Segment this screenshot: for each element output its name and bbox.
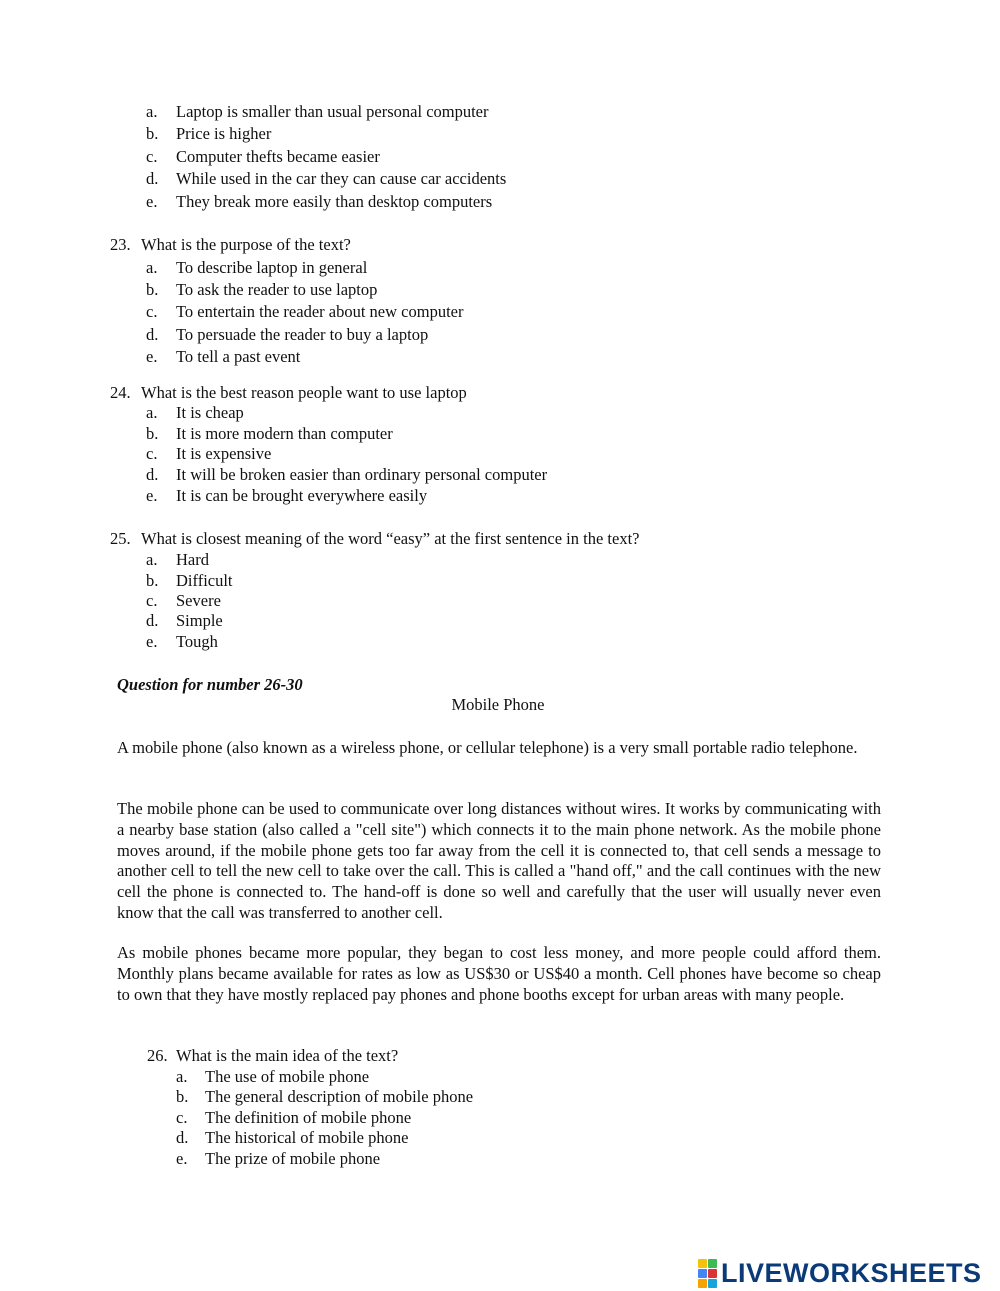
passage-paragraph-3: As mobile phones became more popular, they began to cost less money, and more people could afford them. Monthly plans became available for rates as low as US$30 or US$40 a month. Cell phones have become so cheap to own that they have mostly replaced pay phones and phone booths except for urban areas with many people. [117,943,881,1004]
logo-blocks-icon [698,1259,717,1288]
logo-block [708,1269,717,1278]
passage-paragraph-2: The mobile phone can be used to communicate over long distances without wires. It works by communicating with a nearby base station (also called a "cell site") which connects it to the main phone network. As the mobile phone moves around, if the mobile phone gets too far away from the cell it is connected to, that cell sends a message to another cell to tell the new cell to take over the call. This is called a "hand off," and the call continues with the new cell the phone is connected to. The hand-off is done so well and carefully that the user will usually never even know that the call was transferred to another cell. [117,799,881,922]
logo-block [698,1279,707,1288]
logo-block [698,1269,707,1278]
logo-block [698,1259,707,1268]
logo-text: LIVEWORKSHEETS [721,1257,982,1288]
section-heading: Question for number 26-30 [117,675,303,694]
logo-block [708,1279,717,1288]
passage-title: Mobile Phone [451,695,545,714]
passage-paragraph-1: A mobile phone (also known as a wireless phone, or cellular telephone) is a very small portable radio telephone. [117,738,858,757]
logo-block [708,1259,717,1268]
liveworksheets-logo[interactable] [698,1258,982,1288]
